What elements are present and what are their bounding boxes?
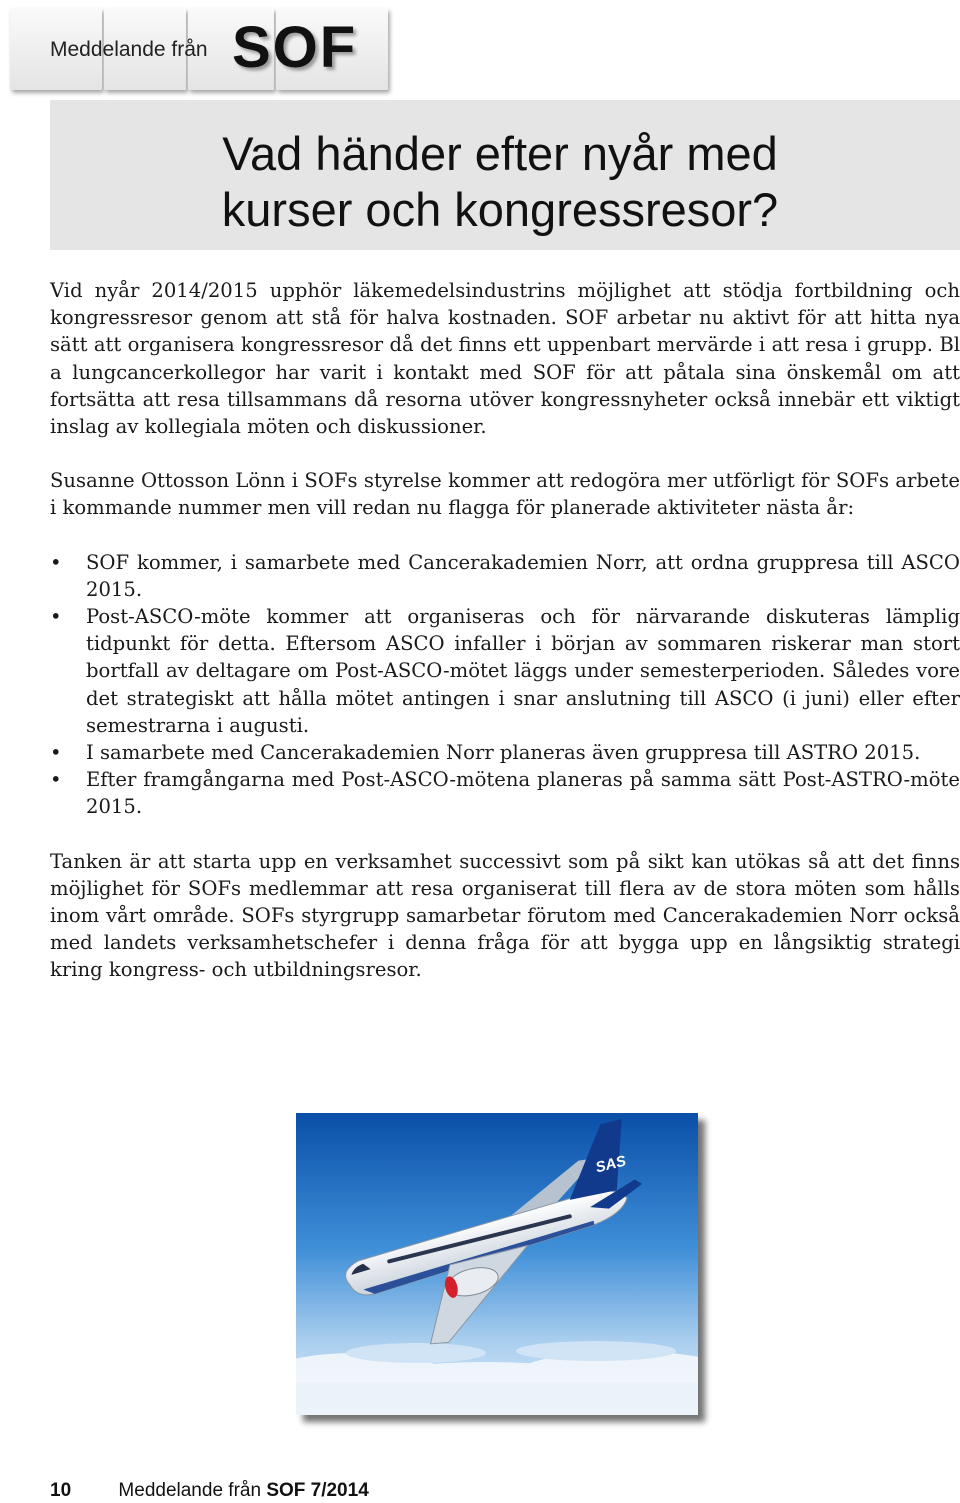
- article-title-line-1: Vad händer efter nyår med: [222, 127, 778, 180]
- closing-paragraph: Tanken är att starta upp en verksamhet successivt som på sikt kan utökas så att det finns möjlighet för SOFs medlemmar att resa organiserat till flera av de stora möten som hålls inom vårt område. SOFs styrgrupp samarbetar förutom med Cancerakademien Norr också med landets verksamhetschefer i denna fråga för att bygga upp en långsiktig strategi kring kongress- och utbildningsresor.: [50, 849, 960, 982]
- article-body: [50, 277, 960, 984]
- airplane-illustration: [296, 1113, 698, 1415]
- article-title-line-2: kurser och kongressresor?: [221, 183, 779, 236]
- list-item: • SOF kommer, i samarbete med Cancerakademien Norr, att ordna gruppresa till ASCO 2015.: [50, 549, 960, 603]
- footer-publication: Meddelande från: [118, 1480, 262, 1501]
- list-item: • Efter framgångarna med Post-ASCO-mötena planeras på samma sätt Post-ASTRO-möte 2015.: [50, 766, 960, 820]
- list-item: • I samarbete med Cancerakademien Norr planeras även gruppresa till ASTRO 2015.: [50, 739, 960, 766]
- sof-logo: SOF: [232, 15, 358, 80]
- footer-issue: SOF 7/2014: [266, 1480, 369, 1501]
- tail-logo: SAS: [593, 1152, 628, 1177]
- masthead-label: Meddelande från: [50, 38, 208, 61]
- plans-paragraph: Susanne Ottosson Lönn i SOFs styrelse kommer att redogöra mer utförligt för SOFs arbete i kommande nummer men vill redan nu flagga för planerade aktiviteter nästa år:: [50, 469, 960, 520]
- page-number: 10: [50, 1480, 72, 1501]
- intro-paragraph: Vid nyår 2014/2015 upphör läkemedelsindustrins möjlighet att stödja fortbildning och kongressresor genom att stå för halva kostnaden. SOF arbetar nu aktivt för att hitta nya sätt att organisera kongressresor då det finns ett uppenbart mervärde i att resa i grupp. Bl a lungcancerkollegor har varit i kontakt med SOF för att påtala sina önskemål om att fortsätta att resa tillsammans då resorna utöver kongressnyheter också innebär ett viktigt inslag av kollegiala möten och diskussioner.: [50, 279, 960, 439]
- airplane-photo: [296, 1113, 698, 1415]
- activity-list: [50, 549, 960, 821]
- list-item: • Post-ASCO-möte kommer att organiseras och för närvarande diskuteras lämplig tidpunkt för detta. Eftersom ASCO infaller i början av sommaren riskerar man stort bortfall av deltagare om Post-ASCO-mötet läggs under semesterperioden. Således vore det strategiskt att hålla mötet antingen i snar anslutning till ASCO (i juni) eller efter semestrarna i augusti.: [50, 603, 960, 739]
- masthead: [0, 0, 400, 100]
- page-footer: [50, 1480, 369, 1502]
